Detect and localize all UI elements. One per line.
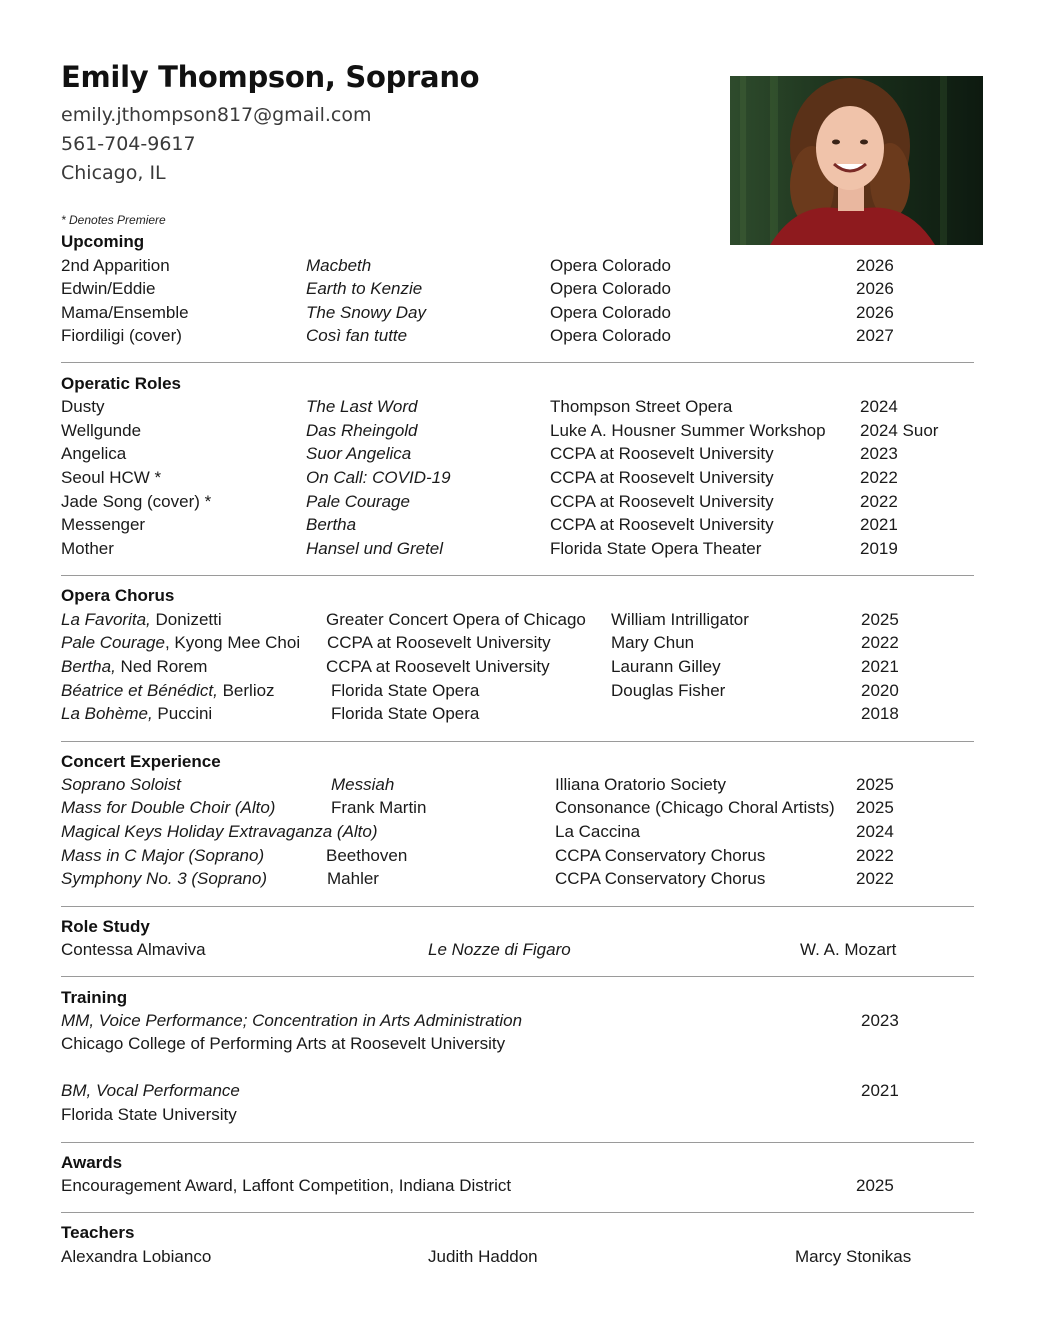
year-cell: 2026	[856, 303, 894, 322]
conductor-cell: William Intrilligator	[611, 610, 749, 629]
opera-title: Pale Courage	[61, 633, 165, 652]
opera-cell: On Call: COVID-19	[306, 468, 451, 487]
award-name: Encouragement Award, Laffont Competition, Indiana District	[61, 1176, 512, 1195]
divider	[61, 362, 974, 363]
opera-title: Bertha,	[61, 657, 116, 676]
opera-cell: The Snowy Day	[306, 303, 426, 322]
table-row	[0, 797, 1040, 819]
opera-cell: Macbeth	[306, 256, 372, 275]
headshot-photo	[730, 76, 983, 245]
composer-name: Berlioz	[217, 681, 275, 700]
opera-cell: Earth to Kenzie	[306, 279, 423, 298]
section-heading-teachers: Teachers	[61, 1223, 135, 1242]
year-cell: 2022	[861, 633, 899, 652]
opera-cell: Così fan tutte	[306, 326, 408, 345]
location-text: Chicago, IL	[61, 162, 166, 184]
premiere-note: * Denotes Premiere	[61, 213, 166, 227]
role-cell: Jade Song (cover) *	[61, 492, 212, 511]
opera-title: Béatrice et Bénédict,	[61, 681, 218, 700]
resume-name: Emily Thompson, Soprano	[61, 60, 480, 94]
work-cell: Magical Keys Holiday Extravaganza (Alto)	[61, 822, 378, 841]
year-cell: 2020	[861, 681, 899, 700]
company-cell: Opera Colorado	[550, 303, 671, 322]
year-cell: 2021	[861, 657, 899, 676]
ensemble-cell: Consonance (Chicago Choral Artists)	[555, 798, 835, 817]
phone-text: 561-704-9617	[61, 133, 196, 155]
training-year: 2023	[861, 1011, 899, 1030]
role-cell: Wellgunde	[61, 421, 142, 440]
year-cell: 2023	[860, 444, 898, 463]
award-year: 2025	[856, 1176, 894, 1195]
year-cell: 2022	[860, 468, 898, 487]
role-cell: Mama/Ensemble	[61, 303, 189, 322]
table-row	[0, 632, 1040, 654]
company-cell: Opera Colorado	[550, 326, 671, 345]
training-school: Chicago College of Performing Arts at Roosevelt University	[61, 1034, 506, 1053]
divider	[61, 1142, 974, 1143]
table-row	[0, 325, 1040, 347]
table-row	[0, 939, 1040, 961]
role-cell: Seoul HCW *	[61, 468, 162, 487]
table-row	[0, 680, 1040, 702]
opera-title: La Favorita,	[61, 610, 151, 629]
table-row	[0, 443, 1040, 465]
company-cell: Florida State Opera	[331, 704, 480, 723]
company-cell: CCPA at Roosevelt University	[326, 657, 550, 676]
teacher-name: Alexandra Lobianco	[61, 1247, 212, 1266]
section-heading-operatic-roles: Operatic Roles	[61, 374, 181, 393]
training-degree: MM, Voice Performance; Concentration in Arts Administration	[61, 1011, 523, 1030]
role-cell: Messenger	[61, 515, 146, 534]
company-cell: Luke A. Housner Summer Workshop	[550, 421, 826, 440]
opera-title: La Bohème,	[61, 704, 153, 723]
composer-name: Donizetti	[150, 610, 222, 629]
section-heading-awards: Awards	[61, 1153, 123, 1172]
work-cell	[61, 703, 212, 725]
ensemble-cell: CCPA Conservatory Chorus	[555, 846, 766, 865]
work-cell	[61, 680, 275, 702]
composer-cell: Frank Martin	[331, 798, 427, 817]
section-heading-role-study: Role Study	[61, 917, 150, 936]
company-cell: CCPA at Roosevelt University	[550, 444, 774, 463]
role-cell: Fiordiligi (cover)	[61, 326, 182, 345]
table-row	[0, 656, 1040, 678]
work-cell	[61, 632, 300, 654]
year-cell: 2022	[856, 869, 894, 888]
year-cell: 2019	[860, 539, 898, 558]
company-cell: Florida State Opera Theater	[550, 539, 762, 558]
divider	[61, 741, 974, 742]
table-row	[0, 302, 1040, 324]
conductor-cell: Laurann Gilley	[611, 657, 721, 676]
ensemble-cell: CCPA Conservatory Chorus	[555, 869, 766, 888]
training-degree: BM, Vocal Performance	[61, 1081, 240, 1100]
company-cell: CCPA at Roosevelt University	[550, 515, 774, 534]
role-cell: Angelica	[61, 444, 127, 463]
year-cell: 2025	[856, 775, 894, 794]
conductor-cell: Mary Chun	[611, 633, 695, 652]
year-cell: 2022	[856, 846, 894, 865]
year-cell: 2027	[856, 326, 894, 345]
section-heading-concert-experience: Concert Experience	[61, 752, 221, 771]
composer-cell: Beethoven	[326, 846, 408, 865]
year-cell: 2024 Suor	[860, 421, 939, 440]
composer-name: Ned Rorem	[115, 657, 208, 676]
composer-cell: W. A. Mozart	[800, 940, 897, 959]
table-row	[0, 491, 1040, 513]
table-row	[0, 514, 1040, 536]
role-cell: 2nd Apparition	[61, 256, 170, 275]
year-cell: 2024	[856, 822, 894, 841]
table-row	[0, 845, 1040, 867]
table-row	[0, 538, 1040, 560]
company-cell: Opera Colorado	[550, 279, 671, 298]
table-row	[0, 868, 1040, 890]
year-cell: 2018	[861, 704, 899, 723]
table-row	[0, 774, 1040, 796]
company-cell: Greater Concert Opera of Chicago	[326, 610, 586, 629]
table-row	[0, 420, 1040, 442]
divider	[61, 906, 974, 907]
year-cell: 2026	[856, 256, 894, 275]
email-text: emily.jthompson817@gmail.com	[61, 104, 372, 126]
opera-cell: Suor Angelica	[306, 444, 412, 463]
training-year: 2021	[861, 1081, 899, 1100]
year-cell: 2021	[860, 515, 898, 534]
section-heading-upcoming: Upcoming	[61, 232, 145, 251]
conductor-cell: Douglas Fisher	[611, 681, 726, 700]
work-cell: Mass in C Major (Soprano)	[61, 846, 265, 865]
section-heading-training: Training	[61, 988, 128, 1007]
work-cell: Mass for Double Choir (Alto)	[61, 798, 276, 817]
composer-cell: Mahler	[327, 869, 379, 888]
composer-name: , Kyong Mee Choi	[164, 633, 301, 652]
year-cell: 2025	[856, 798, 894, 817]
year-cell: 2026	[856, 279, 894, 298]
composer-name: Puccini	[152, 704, 213, 723]
work-cell	[61, 609, 222, 631]
opera-cell: Pale Courage	[306, 492, 410, 511]
company-cell: CCPA at Roosevelt University	[550, 492, 774, 511]
year-cell: 2025	[861, 610, 899, 629]
teacher-name: Judith Haddon	[428, 1247, 538, 1266]
opera-cell: Bertha	[306, 515, 357, 534]
opera-cell: The Last Word	[306, 397, 418, 416]
ensemble-cell: La Caccina	[555, 822, 641, 841]
divider	[61, 1212, 974, 1213]
opera-cell: Le Nozze di Figaro	[428, 940, 571, 959]
teacher-name: Marcy Stonikas	[795, 1247, 912, 1266]
divider	[61, 976, 974, 977]
section-heading-opera-chorus: Opera Chorus	[61, 586, 175, 605]
table-row	[0, 821, 1040, 843]
company-cell: Thompson Street Opera	[550, 397, 733, 416]
role-cell: Contessa Almaviva	[61, 940, 206, 959]
table-row	[0, 396, 1040, 418]
training-school: Florida State University	[61, 1105, 237, 1124]
company-cell: CCPA at Roosevelt University	[550, 468, 774, 487]
role-cell: Dusty	[61, 397, 105, 416]
year-cell: 2024	[860, 397, 898, 416]
opera-cell: Das Rheingold	[306, 421, 418, 440]
role-cell: Mother	[61, 539, 114, 558]
company-cell: CCPA at Roosevelt University	[327, 633, 551, 652]
table-row	[0, 467, 1040, 489]
work-cell	[61, 656, 207, 678]
company-cell: Florida State Opera	[331, 681, 480, 700]
company-cell: Opera Colorado	[550, 256, 671, 275]
table-row	[0, 278, 1040, 300]
opera-cell: Hansel und Gretel	[306, 539, 444, 558]
divider	[61, 575, 974, 576]
table-row	[0, 703, 1040, 725]
work-cell: Soprano Soloist	[61, 775, 182, 794]
year-cell: 2022	[860, 492, 898, 511]
table-row	[0, 609, 1040, 631]
work-cell: Symphony No. 3 (Soprano)	[61, 869, 267, 888]
role-cell: Edwin/Eddie	[61, 279, 156, 298]
composer-cell: Messiah	[331, 775, 395, 794]
ensemble-cell: Illiana Oratorio Society	[555, 775, 727, 794]
table-row	[0, 255, 1040, 277]
